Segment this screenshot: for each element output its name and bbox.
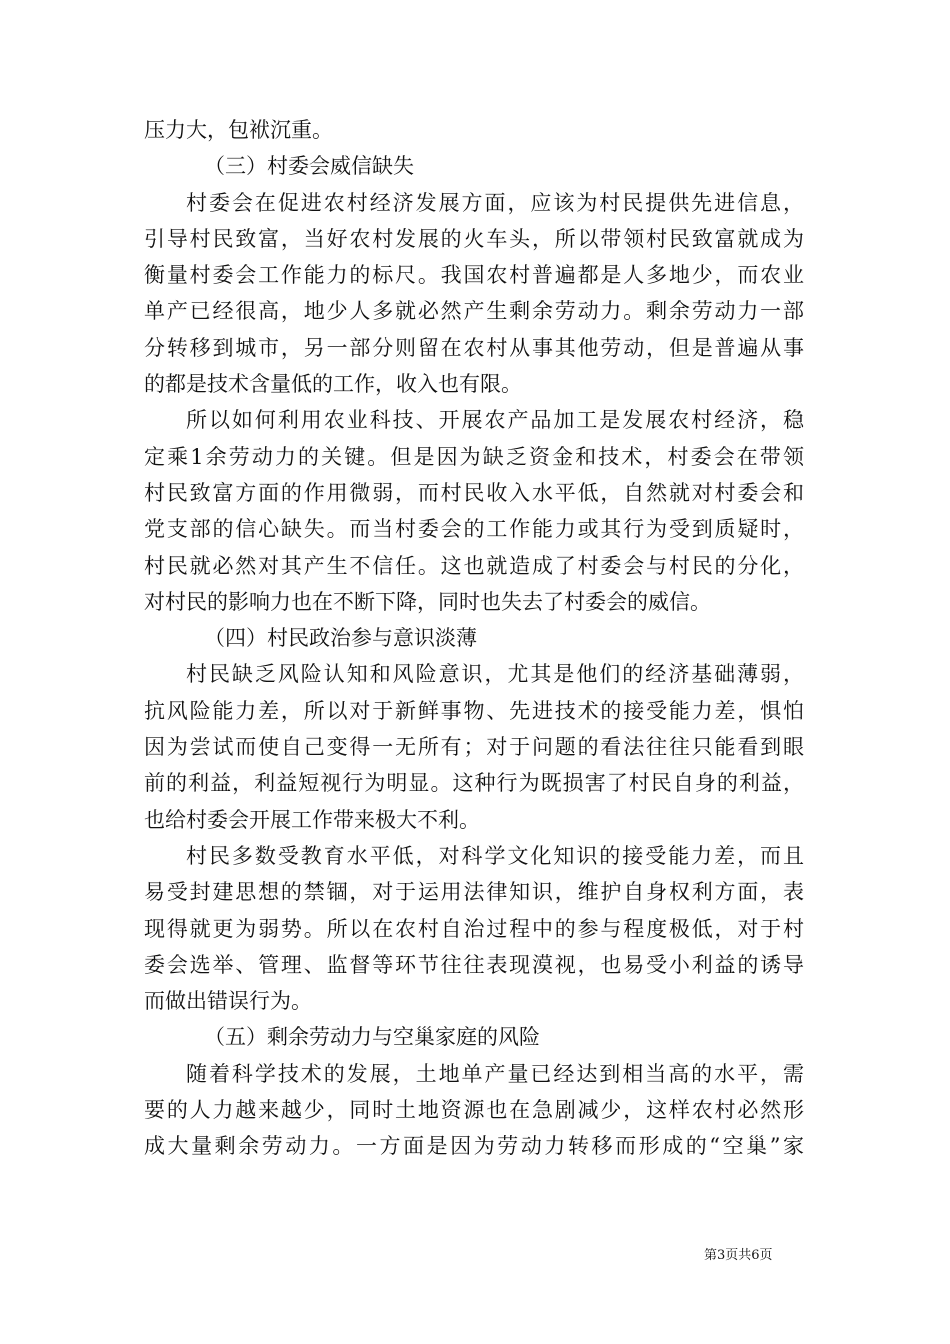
text-line: 定乘1余劳动力的关键。但是因为缺乏资金和技术，村委会在带领 [144, 444, 804, 469]
text-line: 随着科学技术的发展，土地单产量已经达到相当高的水平，需 [186, 1061, 804, 1086]
section-heading-5: （五）剩余劳动力与空巢家庭的风险 [204, 1025, 540, 1050]
text-line: 分转移到城市，另一部分则留在农村从事其他劳动，但是普遍从事 [144, 335, 804, 360]
document-body [144, 112, 804, 1165]
text-line: 成大量剩余劳动力。一方面是因为劳动力转移而形成的“空巢”家 [144, 1134, 804, 1159]
text-line: 对村民的影响力也在不断下降，同时也失去了村委会的威信。 [144, 589, 711, 614]
text-line: 单产已经很高，地少人多就必然产生剩余劳动力。剩余劳动力一部 [144, 299, 804, 324]
text-line: 要的人力越来越少，同时土地资源也在急剧减少，这样农村必然形 [144, 1098, 804, 1123]
text-line: 引导村民致富，当好农村发展的火车头，所以带领村民致富就成为 [144, 226, 804, 251]
text-line: 村委会在促进农村经济发展方面，应该为村民提供先进信息， [186, 190, 804, 215]
page-number: 第3页共6页 [704, 1248, 773, 1263]
text-line: 所以如何利用农业科技、开展农产品加工是发展农村经济，稳 [186, 408, 804, 433]
text-line: 易受封建思想的禁锢，对于运用法律知识，维护自身权利方面，表 [144, 880, 804, 905]
text-line: 压力大，包袱沉重。 [144, 118, 333, 142]
text-line: 党支部的信心缺失。而当村委会的工作能力或其行为受到质疑时， [144, 517, 804, 542]
text-line: 衡量村委会工作能力的标尺。我国农村普遍都是人多地少，而农业 [144, 263, 804, 288]
section-heading-3: （三）村委会威信缺失 [204, 154, 414, 179]
text-line: 委会选举、管理、监督等环节往往表现漠视，也易受小利益的诱导 [144, 952, 804, 977]
text-line: 抗风险能力差，所以对于新鲜事物、先进技术的接受能力差，惧怕 [144, 698, 804, 723]
text-line: 村民缺乏风险认知和风险意识，尤其是他们的经济基础薄弱， [186, 662, 804, 687]
text-line: 现得就更为弱势。所以在农村自治过程中的参与程度极低，对于村 [144, 916, 804, 941]
text-line: 而做出错误行为。 [144, 989, 312, 1014]
section-heading-4: （四）村民政治参与意识淡薄 [204, 626, 477, 651]
text-line: 村民多数受教育水平低，对科学文化知识的接受能力差，而且 [186, 843, 804, 868]
text-line: 也给村委会开展工作带来极大不利。 [144, 807, 480, 832]
text-line: 因为尝试而使自己变得一无所有；对于问题的看法往往只能看到眼 [144, 735, 804, 760]
text-line: 村民致富方面的作用微弱，而村民收入水平低，自然就对村委会和 [144, 480, 804, 505]
text-line: 的都是技术含量低的工作，收入也有限。 [144, 372, 522, 397]
text-line: 前的利益，利益短视行为明显。这种行为既损害了村民自身的利益， [144, 771, 804, 796]
text-line: 村民就必然对其产生不信任。这也就造成了村委会与村民的分化， [144, 553, 804, 578]
